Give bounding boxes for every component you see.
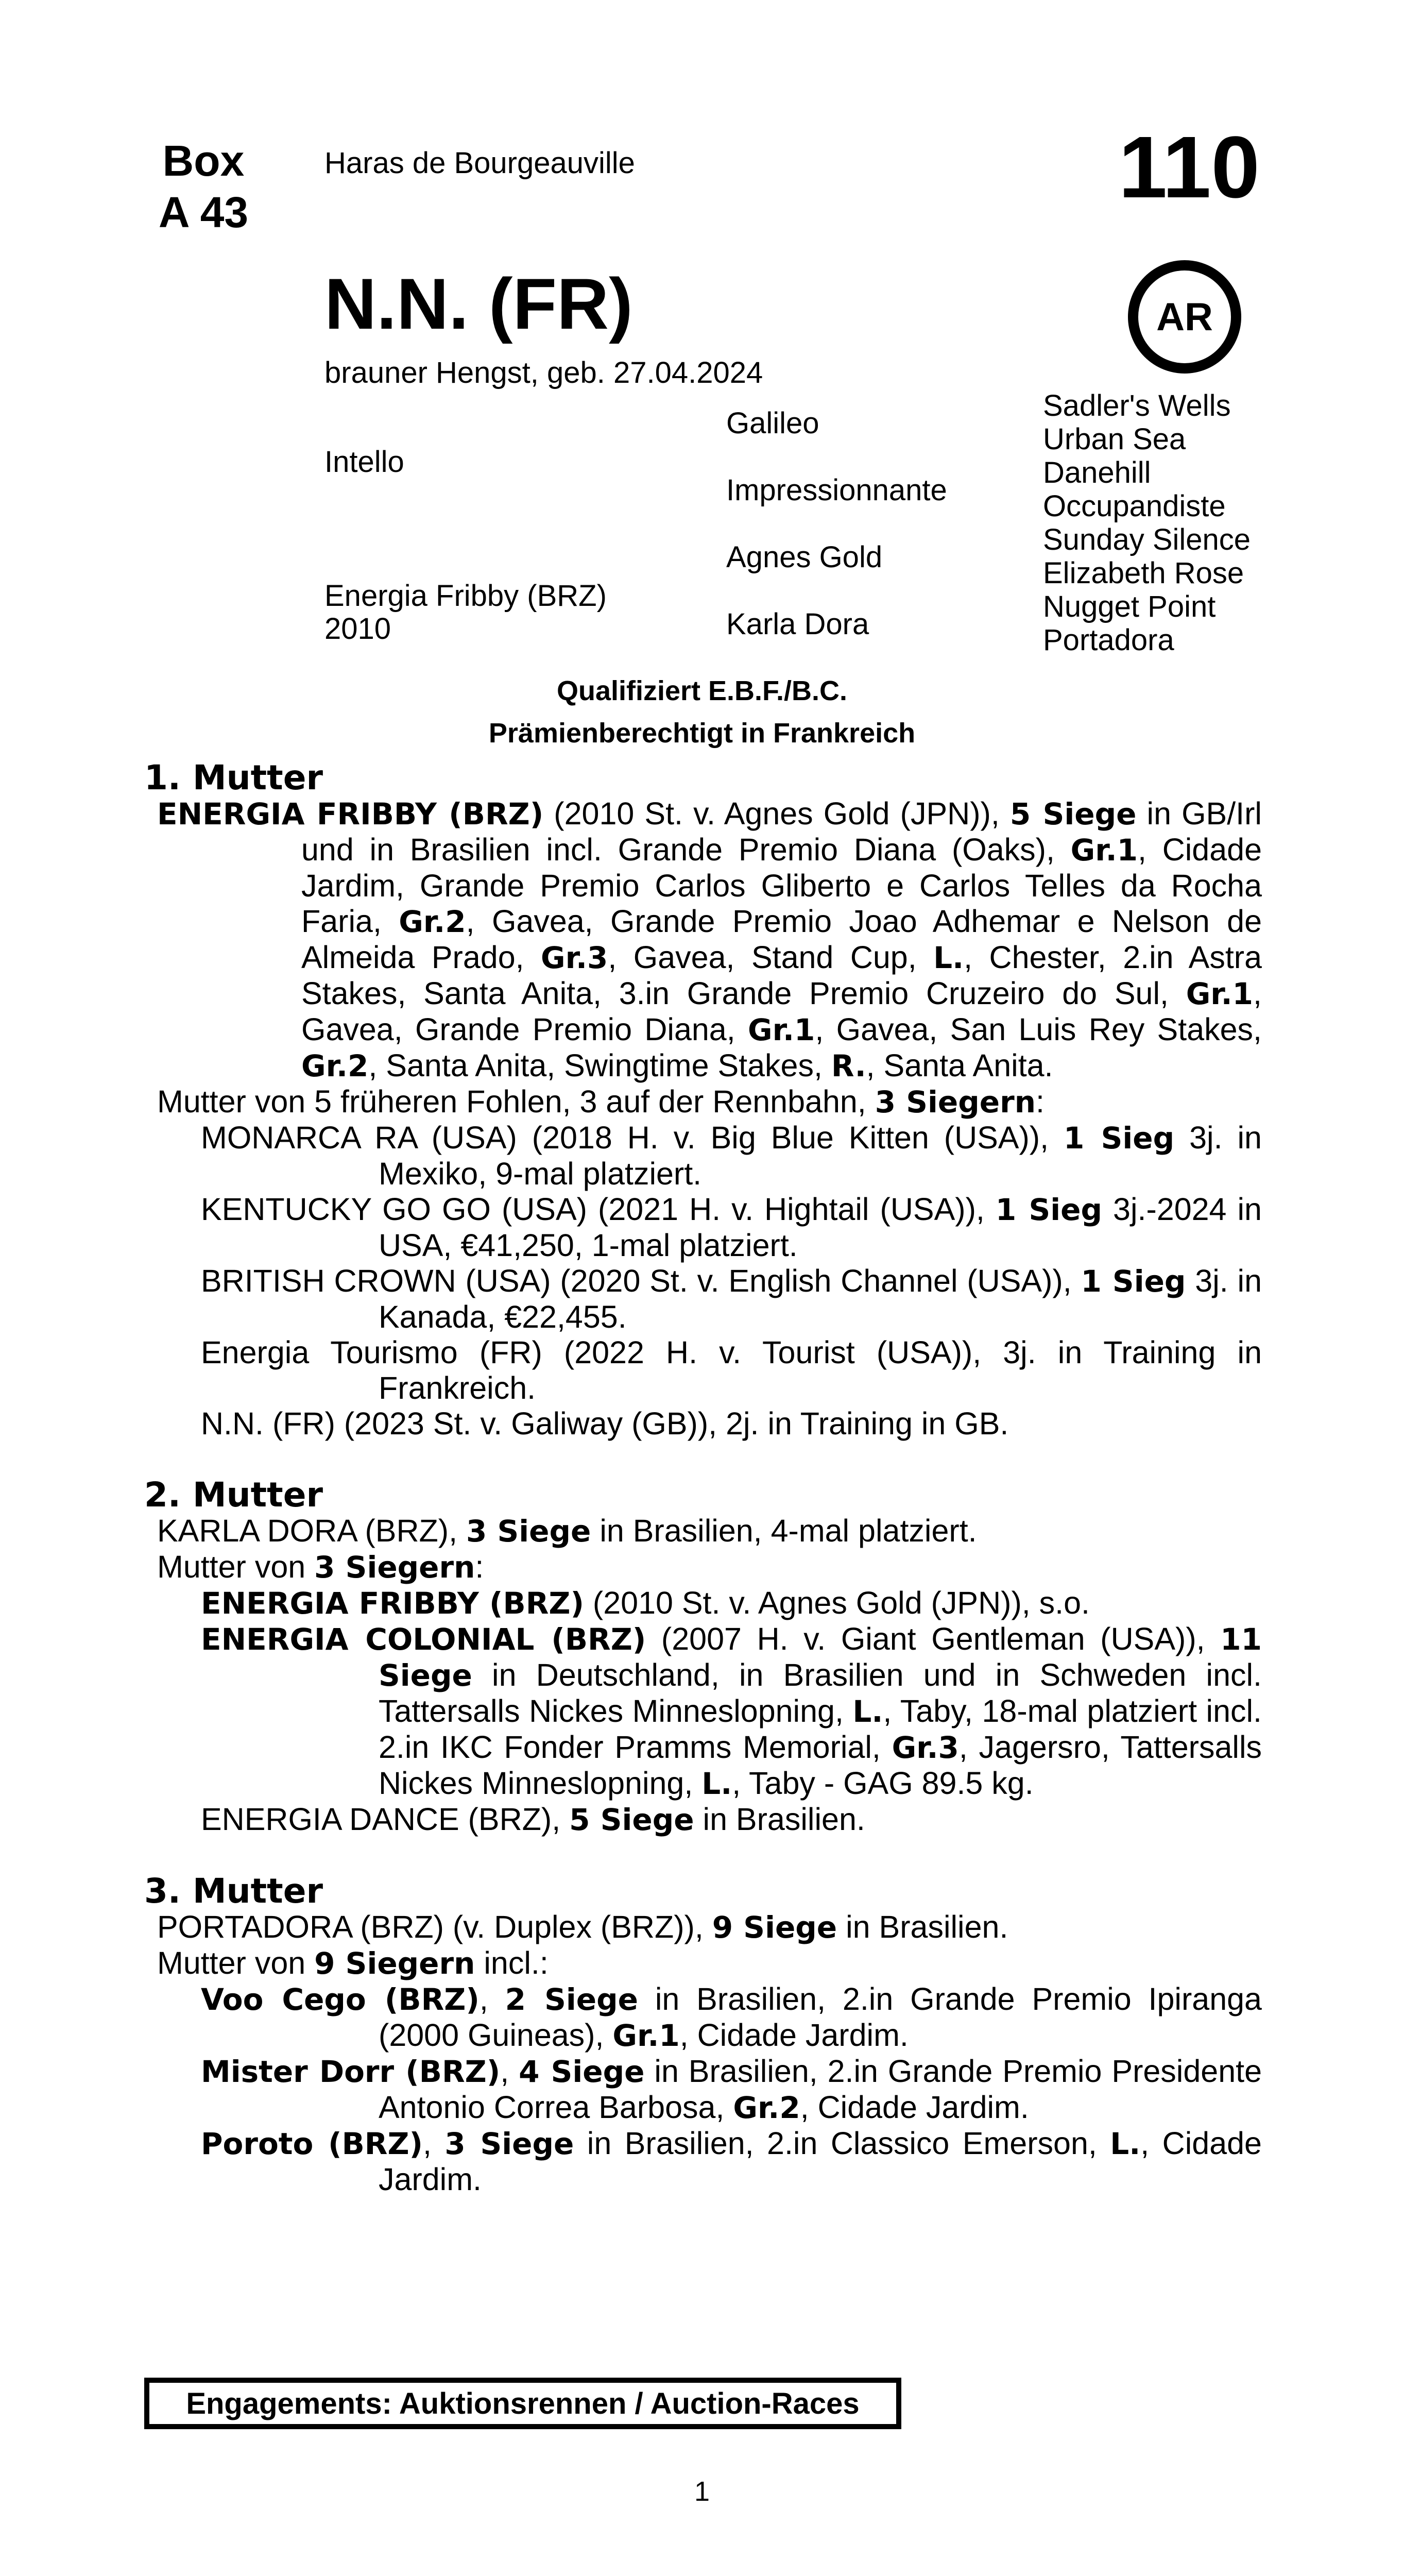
first-dam-produce-intro	[144, 1084, 1262, 1120]
grade-label: Gr.1	[748, 1012, 815, 1047]
consignor: Haras de Bourgeauville	[324, 146, 635, 180]
bold-text: 11 Siege	[379, 1622, 1262, 1693]
bold-text: 3 Siegern	[314, 1550, 475, 1585]
spacer	[144, 1442, 1262, 1477]
text: , Cidade Jardim.	[679, 2018, 909, 2053]
text: in Brasilien, 2.in Classico Emerson,	[574, 2126, 1110, 2161]
grade-label: L.	[1110, 2126, 1141, 2161]
box-label	[144, 135, 263, 238]
produce-item	[144, 2054, 1262, 2126]
grade-label: L.	[701, 1766, 732, 1801]
bold-text: 3 Siege	[444, 2126, 574, 2161]
first-dam-name: ENERGIA FRIBBY (BRZ)	[157, 796, 544, 832]
produce-item	[144, 1263, 1262, 1335]
produce-item	[144, 1120, 1262, 1192]
produce-item	[144, 1621, 1262, 1802]
bold-text: ENERGIA FRIBBY (BRZ)	[201, 1586, 584, 1621]
text: Mutter von	[157, 1945, 315, 1980]
grade-label: Gr.3	[541, 940, 608, 975]
text: , Taby - GAG 89.5 kg.	[732, 1766, 1034, 1801]
box-line1: Box	[162, 137, 245, 185]
text: , Jagersro, Tattersalls Nickes Minneslopning,	[379, 1730, 1262, 1801]
produce-item	[144, 1981, 1262, 2054]
catalogue-content	[144, 760, 1262, 2197]
grade-label: Gr.3	[892, 1730, 959, 1765]
bold-text: Voo Cego (BRZ)	[201, 1982, 480, 2017]
box-line2: A 43	[158, 188, 249, 236]
bold-text: 3 Siegern	[875, 1084, 1036, 1120]
first-dam-heading: 1. Mutter	[144, 758, 323, 798]
horse-name: N.N. (FR)	[324, 263, 633, 344]
ar-badge-text: AR	[1156, 295, 1213, 339]
text: , Cidade Jardim.	[379, 2126, 1262, 2197]
bold-text: ENERGIA COLONIAL (BRZ)	[201, 1622, 646, 1657]
text: , Cidade Jardim, Grande Premio Carlos Gliberto e Carlos Telles da Rocha Faria,	[301, 832, 1262, 939]
bold-text: 1 Sieg	[1081, 1264, 1186, 1299]
third-dam-record	[144, 1909, 1262, 1945]
grade-label: Gr.2	[399, 904, 466, 939]
text: (2010 St. v. Agnes Gold (JPN)), s.o.	[584, 1585, 1090, 1620]
text: in Brasilien.	[694, 1802, 865, 1837]
pedigree-ggp: Danehill	[1043, 456, 1151, 489]
text: ,	[500, 2054, 519, 2089]
grade-label: L.	[933, 940, 964, 975]
pedigree-ggp: Occupandiste	[1043, 489, 1226, 523]
text: PORTADORA (BRZ) (v. Duplex (BRZ)),	[157, 1909, 712, 1944]
bold-text: 9 Siege	[712, 1910, 837, 1945]
text: , Gavea, San Luis Rey Stakes,	[815, 1012, 1262, 1047]
second-dam-heading: 2. Mutter	[144, 1475, 323, 1515]
pedigree-grandparent: Galileo	[726, 406, 819, 440]
text: MONARCA RA (USA) (2018 H. v. Big Blue Kitten (USA)),	[201, 1120, 1064, 1155]
produce-item	[144, 1335, 1262, 1406]
bold-text: 3 Siege	[466, 1514, 591, 1549]
text: , Chester, 2.in Astra Stakes, Santa Anita, 3.in Grande Premio Cruzeiro do Sul,	[301, 940, 1262, 1011]
pedigree-grandparent: Karla Dora	[726, 607, 869, 641]
pedigree-grandparent: Impressionnante	[726, 473, 947, 507]
pedigree-sire: Intello	[324, 445, 404, 479]
qualification-line2: Prämienberechtigt in Frankreich	[488, 718, 916, 749]
pedigree-grandparent: Agnes Gold	[726, 540, 883, 574]
text: KARLA DORA (BRZ),	[157, 1513, 466, 1548]
ar-badge-icon	[1128, 260, 1241, 374]
text: in Brasilien, 2.in Grande Premio Ipiranga (2000 Guineas),	[379, 1981, 1262, 2053]
bold-text: 2 Siege	[505, 1982, 638, 2017]
bold-text: 5 Siege	[569, 1802, 694, 1837]
pedigree-dam	[324, 580, 607, 646]
lot-number: 110	[1118, 118, 1260, 216]
text: :	[1036, 1084, 1045, 1119]
grade-label: Gr.1	[612, 2018, 680, 2053]
text: ,	[479, 1981, 505, 2016]
third-dam-heading: 3. Mutter	[144, 1871, 323, 1911]
qualification-line1: Qualifiziert E.B.F./B.C.	[556, 675, 848, 706]
bold-text: 1 Sieg	[995, 1192, 1102, 1227]
text: , Cidade Jardim.	[800, 2090, 1029, 2125]
produce-item	[144, 1192, 1262, 1263]
bold-text: 1 Sieg	[1064, 1121, 1175, 1156]
text: , Santa Anita, Swingtime Stakes,	[368, 1048, 831, 1083]
pedigree-ggp: Urban Sea	[1043, 422, 1186, 456]
first-dam-record	[144, 796, 1262, 1084]
grade-label: Gr.1	[1070, 833, 1138, 868]
text: Mutter von	[157, 1549, 315, 1584]
text: N.N. (FR) (2023 St. v. Galiway (GB)), 2j. in Training in GB.	[201, 1406, 1009, 1441]
text: 3j. in Mexiko, 9-mal platziert.	[379, 1120, 1262, 1191]
grade-label: Gr.1	[1186, 976, 1254, 1011]
text: BRITISH CROWN (USA) (2020 St. v. English Channel (USA)),	[201, 1263, 1081, 1298]
text: , Gavea, Stand Cup,	[608, 940, 934, 975]
text: in Deutschland, in Brasilien und in Schweden incl. Tattersalls Nickes Minneslopning,	[379, 1657, 1262, 1728]
engagements-box	[144, 2378, 901, 2429]
text: in Brasilien, 2.in Grande Premio Presidente Antonio Correa Barbosa,	[379, 2054, 1262, 2125]
text: , Gavea, Grande Premio Joao Adhemar e Nelson de Almeida Prado,	[301, 904, 1262, 975]
produce-item	[144, 2126, 1262, 2197]
produce-item	[144, 1802, 1262, 1838]
grade-label: R.	[831, 1048, 866, 1083]
third-dam-produce-intro	[144, 1945, 1262, 1981]
text: 3j. in Kanada, €22,455.	[379, 1263, 1262, 1334]
bold-text: Poroto (BRZ)	[201, 2126, 423, 2161]
pedigree-great-grandparents	[1043, 389, 1251, 657]
spacer	[144, 1838, 1262, 1873]
text: (2007 H. v. Giant Gentleman (USA)),	[646, 1621, 1221, 1656]
text: in GB/Irl und in Brasilien incl. Grande Premio Diana (Oaks),	[301, 796, 1262, 867]
pedigree-ggp: Sadler's Wells	[1043, 389, 1231, 422]
page-number: 1	[694, 2476, 710, 2507]
text: , Gavea, Grande Premio Diana,	[301, 976, 1262, 1047]
pedigree-dam-name: Energia Fribby (BRZ)	[324, 579, 607, 613]
bold-text: 4 Siege	[519, 2054, 645, 2089]
horse-description: brauner Hengst, geb. 27.04.2024	[324, 356, 763, 389]
pedigree-ggp: Elizabeth Rose	[1043, 556, 1244, 590]
text: Energia Tourismo (FR) (2022 H. v. Tourist (USA)), 3j. in Training in Frankreich.	[201, 1335, 1262, 1405]
text: in Brasilien, 4-mal platziert.	[591, 1513, 977, 1548]
produce-item	[144, 1585, 1262, 1621]
engagements-text: Engagements: Auktionsrennen / Auction-Races	[186, 2386, 860, 2420]
bold-text: 9 Siegern	[314, 1946, 475, 1981]
text: ENERGIA DANCE (BRZ),	[201, 1802, 570, 1837]
bold-text: 5 Siege	[1009, 796, 1137, 832]
second-dam-record	[144, 1513, 1262, 1549]
pedigree-ggp: Nugget Point	[1043, 590, 1216, 623]
text: 3j.-2024 in USA, €41,250, 1-mal platziert.	[379, 1192, 1262, 1263]
text: :	[475, 1549, 484, 1584]
text: Mutter von 5 früheren Fohlen, 3 auf der Rennbahn,	[157, 1084, 875, 1119]
bold-text: Mister Dorr (BRZ)	[201, 2054, 501, 2089]
text: in Brasilien.	[837, 1909, 1008, 1944]
pedigree-dam-year: 2010	[324, 612, 391, 646]
text: (2010 St. v. Agnes Gold (JPN)),	[543, 796, 1010, 831]
produce-item	[144, 1406, 1262, 1442]
text: , Santa Anita.	[866, 1048, 1053, 1083]
pedigree-ggp: Portadora	[1043, 623, 1174, 657]
text: , Taby, 18-mal platziert incl. 2.in IKC Fonder Pramms Memorial,	[379, 1693, 1262, 1765]
text: incl.:	[475, 1945, 549, 1980]
grade-label: L.	[852, 1694, 883, 1729]
grade-label: Gr.2	[733, 2090, 800, 2125]
text: ,	[423, 2126, 445, 2161]
pedigree-ggp: Sunday Silence	[1043, 523, 1251, 556]
grade-label: Gr.2	[301, 1048, 369, 1083]
second-dam-produce-intro	[144, 1549, 1262, 1585]
text: KENTUCKY GO GO (USA) (2021 H. v. Hightail (USA)),	[201, 1192, 996, 1227]
